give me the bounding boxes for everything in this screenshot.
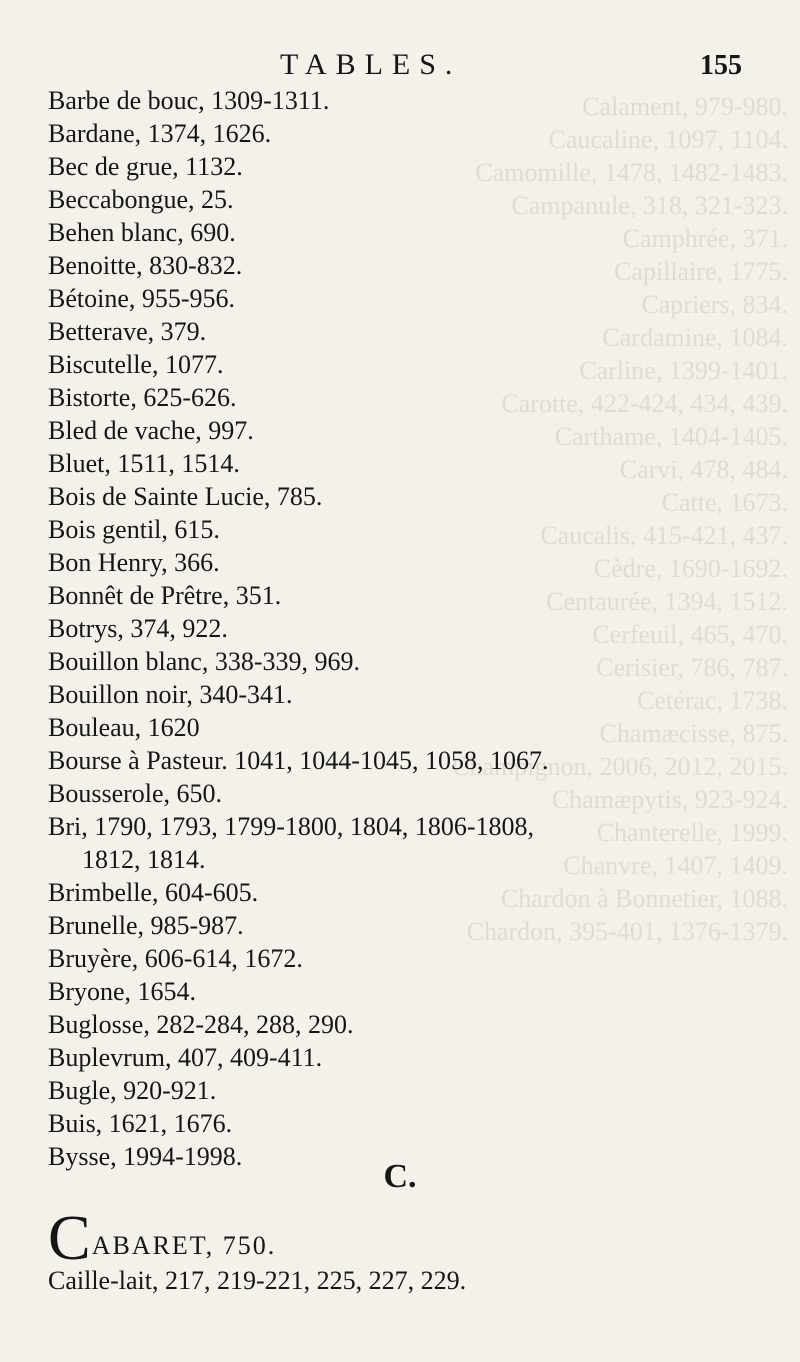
index-entry: Beccabongue, 25.	[48, 185, 234, 214]
index-entry: Bled de vache, 997.	[48, 416, 254, 445]
index-entry: Caille-lait, 217, 219-221, 225, 227, 229.	[48, 1266, 467, 1295]
index-entry: Buplevrum, 407, 409-411.	[48, 1043, 323, 1072]
index-entry: Bois gentil, 615.	[48, 515, 220, 544]
index-entry: Bouleau, 1620	[48, 713, 200, 742]
page-header	[0, 44, 800, 84]
index-entry: Bri, 1790, 1793, 1799-1800, 1804, 1806-1808,	[48, 812, 535, 841]
drop-cap: C	[48, 1202, 91, 1273]
section-letter: C.	[383, 1158, 417, 1195]
index-entry: Bysse, 1994-1998.	[48, 1142, 243, 1171]
index-entry: Bois de Sainte Lucie, 785.	[48, 482, 323, 511]
index-entry: Betterave, 379.	[48, 317, 207, 346]
index-entry: Bousserole, 650.	[48, 779, 223, 808]
index-entry-continuation: 1812, 1814.	[82, 845, 206, 874]
index-entry: Buis, 1621, 1676.	[48, 1109, 233, 1138]
index-entry: Bryone, 1654.	[48, 977, 197, 1006]
index-entry: Bétoine, 955-956.	[48, 284, 236, 313]
index-entry: Bec de grue, 1132.	[48, 152, 243, 181]
page-number: 155	[700, 50, 742, 81]
index-entry-drop-cap	[48, 1202, 778, 1273]
index-entry: Bouillon blanc, 338-339, 969.	[48, 647, 360, 676]
index-entry: Bugle, 920-921.	[48, 1076, 217, 1105]
index-entry: Bouillon noir, 340-341.	[48, 680, 293, 709]
drop-cap-entry-text: ABARET, 750.	[91, 1231, 277, 1260]
show-through-text: Calament, 979-980. Caucaline, 1097, 1104. Camomille, 1478, 1482-1483. Campanule, 318, 321-323. Camphrée, 371. Capillaire, 1775. Capriers, 834. Cardamine, 1084. Carline, 1399-1401. Carotte, 422-424, 434, 439. Carthame, 1404-1405. Carvi, 478, 484. Catte, 1673. Caucalis, 415-421, 437. Cèdre, 1690-1692. Centaurée, 1394, 1512. Cerfeuil, 465, 470. Cerisier, 786, 787. Cetérac, 1738. Chamæcisse, 875. Champignon, 2006, 2012, 2015. Chamæpytis, 923-924. Chanterelle, 1999. Chanvre, 1407, 1409. Chardon à Bonnetier, 1088. Chardon, 395-401, 1376-1379.	[452, 92, 788, 946]
index-entry: Behen blanc, 690.	[48, 218, 236, 247]
index-entry: Bon Henry, 366.	[48, 548, 220, 577]
index-entry: Biscutelle, 1077.	[48, 350, 224, 379]
index-entry: Botrys, 374, 922.	[48, 614, 228, 643]
index-entry: Brimbelle, 604-605.	[48, 878, 259, 907]
index-entries	[48, 84, 778, 1173]
index-entry: Bourse à Pasteur. 1041, 1044-1045, 1058, 1067.	[48, 746, 549, 775]
index-entry: Bistorte, 625-626.	[48, 383, 237, 412]
index-entry: Barbe de bouc, 1309-1311.	[48, 86, 330, 115]
index-entry: Bluet, 1511, 1514.	[48, 449, 240, 478]
index-entry: Buglosse, 282-284, 288, 290.	[48, 1010, 354, 1039]
c-section-entries	[48, 1202, 778, 1297]
index-entry: Bardane, 1374, 1626.	[48, 119, 272, 148]
index-entry: Bonnêt de Prêtre, 351.	[48, 581, 282, 610]
index-entry: Benoitte, 830-832.	[48, 251, 243, 280]
running-title: TABLES.	[280, 48, 462, 81]
index-entry: Bruyère, 606-614, 1672.	[48, 944, 303, 973]
index-entry: Brunelle, 985-987.	[48, 911, 244, 940]
